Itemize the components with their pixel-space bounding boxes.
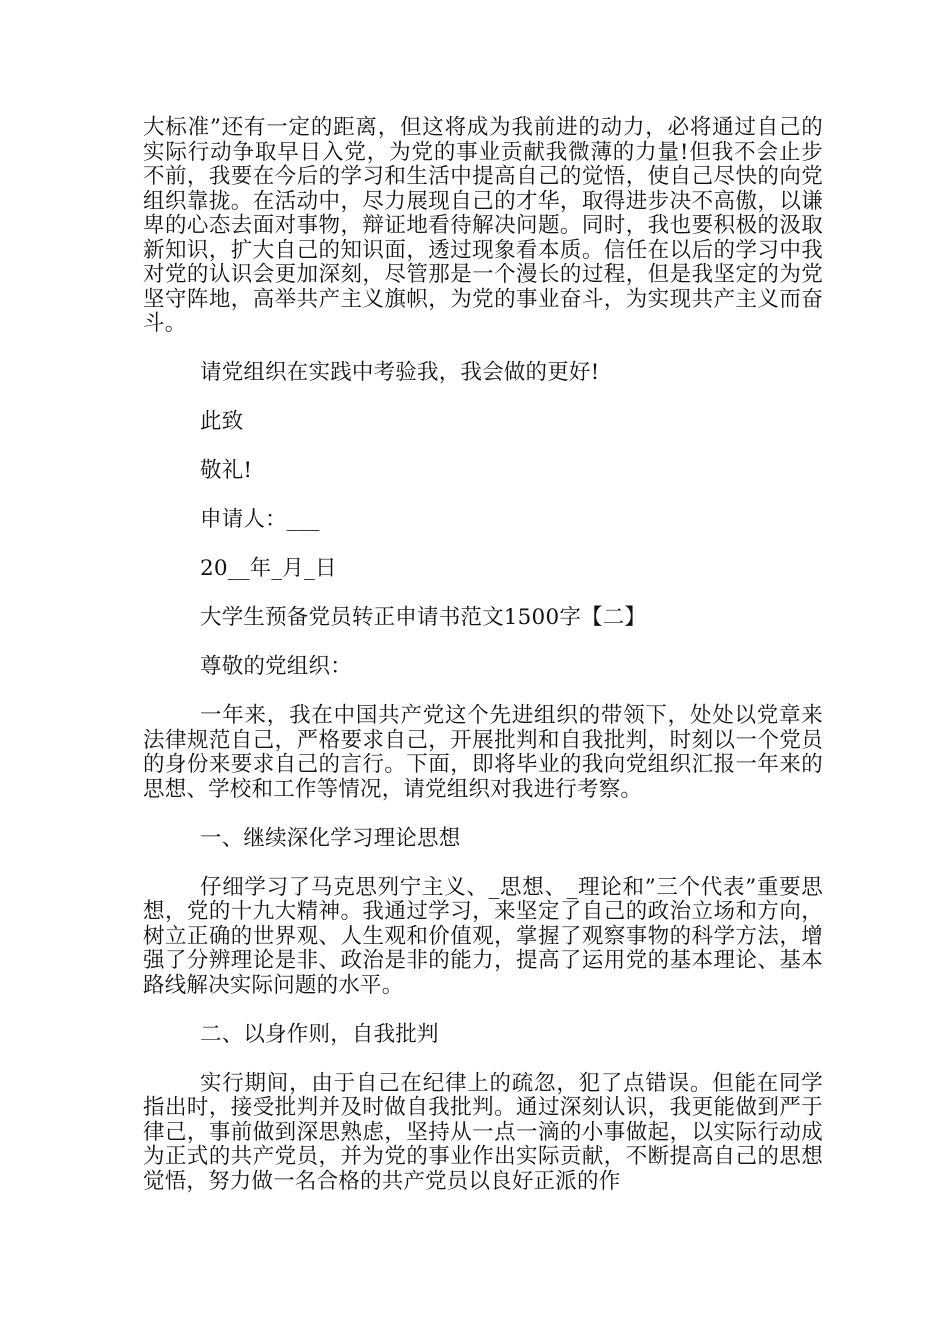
document-page (143, 116, 823, 1194)
spacer (143, 802, 823, 827)
greeting: 尊敬的党组织： (200, 654, 352, 679)
spacer (143, 386, 823, 411)
spacer (143, 851, 823, 876)
closing-request: 请党组织在实践中考验我，我会做的更好! (200, 360, 600, 385)
spacer (143, 435, 823, 460)
spacer (143, 533, 823, 558)
paragraph-2: 实行期间，由于自己在纪律上的疏忽，犯了点错误。但能在同学指出时，接受批判并及时做自我批判。通过深刻认识，我更能做到严于律己，事前做到深思熟虑，坚持从一点一滴的小事做起，以实际行动成为正式的共产党员，并为党的事业作出实际贡献，不断提高自己的思想觉悟，努力做一名合格的共产党员以良好正派的作 (143, 1070, 823, 1194)
heading-2: 二、以身作则，自我批判 (200, 1021, 439, 1047)
salutation-line-2: 敬礼! (200, 458, 253, 483)
date-line: 20__年_月_日 (200, 556, 337, 581)
heading-1: 一、继续深化学习理论思想 (200, 825, 461, 851)
spacer (143, 582, 823, 607)
spacer (143, 631, 823, 656)
spacer (143, 337, 823, 362)
spacer (143, 1047, 823, 1072)
spacer (143, 484, 823, 509)
spacer (143, 998, 823, 1023)
section-title: 大学生预备党员转正申请书范文1500字【二】 (200, 605, 647, 630)
salutation-line-1: 此致 (200, 409, 244, 434)
paragraph-continuation: 大标准”还有一定的距离，但这将成为我前进的动力，必将通过自己的实际行动争取早日入党，为党的事业贡献我微薄的力量!但我不会止步不前，我要在今后的学习和生活中提高自己的觉悟，使自己尽快的向党组织靠拢。在活动中，尽力展现自己的才华，取得进步决不高傲，以谦卑的心态去面对事物，辩证地看待解决问题。同时，我也要积极的汲取新知识，扩大自己的知识面，透过现象看本质。信任在以后的学习中我对党的认识会更加深刻，尽管那是一个漫长的过程，但是我坚定的为党坚守阵地，高举共产主义旗帜，为党的事业奋斗，为实现共产主义而奋斗。 (143, 115, 823, 336)
paragraph-intro: 一年来，我在中国共产党这个先进组织的带领下，处处以党章来法律规范自己，严格要求自己，开展批判和自我批判，时刻以一个党员的身份来要求自己的言行。下面，即将毕业的我向党组织汇报一年来的思想、学校和工作等情况，请党组织对我进行考察。 (143, 703, 823, 802)
spacer (143, 680, 823, 705)
applicant-line: 申请人：___ (200, 507, 320, 532)
paragraph-1: 仔细学习了马克思列宁主义、_思想、_理论和”三个代表”重要思想，党的十九大精神。我通过学习，来坚定了自己的政治立场和方向，树立正确的世界观、人生观和价值观，掌握了观察事物的科学方法，增强了分辨理论是非、政治是非的能力，提高了运用党的基本理论、基本路线解决实际问题的水平。 (143, 874, 823, 998)
